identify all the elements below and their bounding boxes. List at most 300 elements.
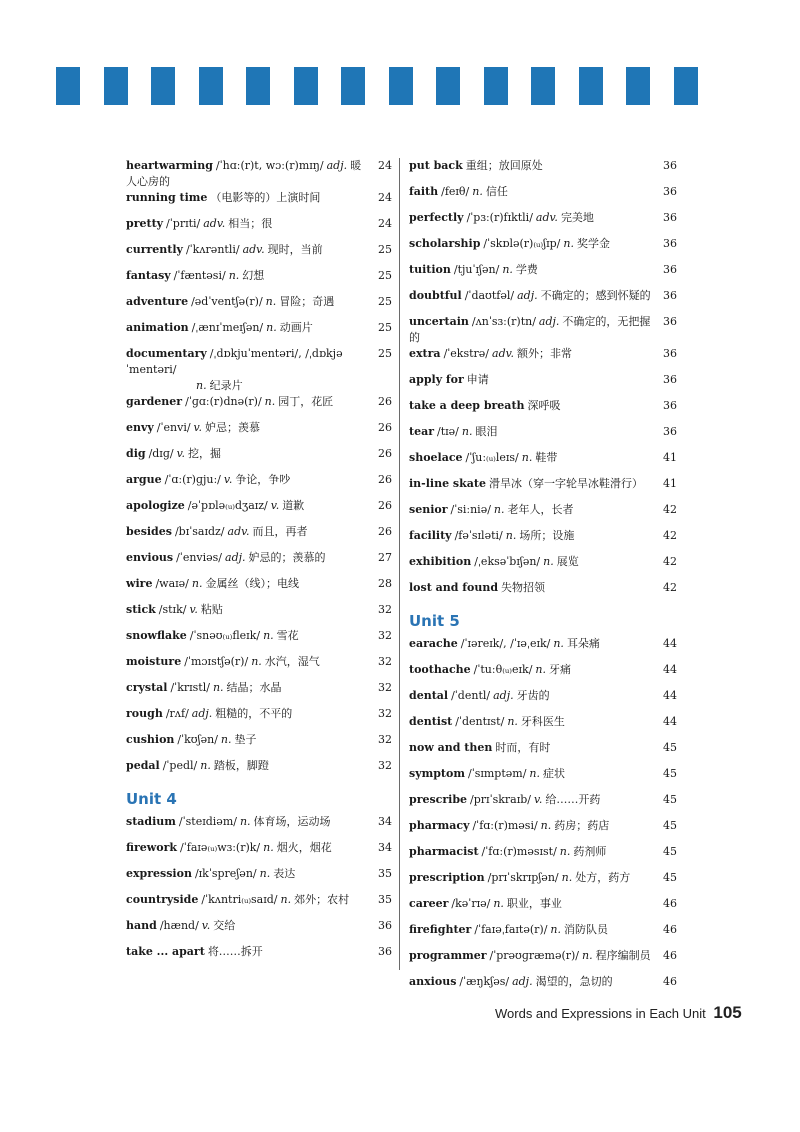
vocab-phonetic: /hænd/: [159, 919, 199, 932]
vocab-definition: 道歉: [282, 499, 305, 512]
vocab-entry: [409, 844, 677, 870]
vocab-word: prescription: [409, 871, 485, 884]
vocab-entry: [409, 288, 677, 314]
vocab-continuation: [126, 378, 366, 394]
vocab-page-number: 44: [663, 715, 677, 728]
vocab-definition: 学费: [515, 263, 538, 276]
vocab-phonetic: /əˈpɒlə₍ᵤ₎dʒaɪz/: [187, 499, 268, 512]
vocab-page-number: 32: [378, 759, 392, 772]
vocab-word: scholarship: [409, 237, 481, 250]
vocab-part-of-speech: n.: [280, 893, 292, 906]
vocab-phonetic: /ˈdentl/: [451, 689, 491, 702]
header-bar: [484, 67, 508, 105]
vocab-phonetic: /ɪkˈspreʃən/: [194, 867, 257, 880]
vocab-word: uncertain: [409, 315, 469, 328]
vocab-entry: [126, 446, 392, 472]
vocab-page-number: 34: [378, 841, 392, 854]
vocab-part-of-speech: adv.: [227, 525, 250, 538]
vocab-word: apply for: [409, 373, 464, 386]
vocab-page-number: 32: [378, 681, 392, 694]
vocab-entry: [409, 476, 677, 502]
vocab-word: firefighter: [409, 923, 472, 936]
left-word-list: [126, 158, 392, 970]
vocab-entry: [126, 320, 392, 346]
vocab-word: facility: [409, 529, 452, 542]
vocab-entry: [409, 236, 677, 262]
vocab-word: besides: [126, 525, 172, 538]
vocab-definition: 牙痛: [549, 663, 572, 676]
vocab-part-of-speech: n.: [212, 681, 224, 694]
vocab-part-of-speech: v.: [201, 919, 211, 932]
vocab-entry: [126, 706, 392, 732]
vocab-definition: 不确定的；感到怀疑的: [540, 289, 651, 302]
vocab-word: cushion: [126, 733, 175, 746]
vocab-entry: [126, 576, 392, 602]
vocab-entry: [409, 554, 677, 580]
vocab-entry: [126, 732, 392, 758]
vocab-word: snowflake: [126, 629, 187, 642]
vocab-phonetic: /ˈprəʊɡræmə(r)/: [489, 949, 580, 962]
vocab-word: stadium: [126, 815, 176, 828]
vocab-definition: 时而，有时: [495, 741, 551, 754]
vocab-page-number: 36: [663, 347, 677, 360]
vocab-page-number: 28: [378, 577, 392, 590]
vocab-part-of-speech: n.: [563, 237, 574, 250]
vocab-definition: 药剂师: [573, 845, 607, 858]
vocab-phonetic: /ˈkʌntri₍ᵤ₎saɪd/: [201, 893, 278, 906]
vocab-entry: [409, 398, 677, 424]
vocab-phonetic: /prɪˈskrɪpʃən/: [487, 871, 559, 884]
vocab-part-of-speech: adj.: [517, 289, 538, 302]
vocab-word: lost and found: [409, 581, 499, 594]
vocab-part-of-speech: v.: [270, 499, 280, 512]
vocab-page-number: 36: [663, 425, 677, 438]
vocab-page-number: 36: [663, 289, 677, 302]
vocab-phonetic: /ˈsiːniə/: [450, 503, 491, 516]
vocab-part-of-speech: adv.: [203, 217, 226, 230]
vocab-phonetic: /ˈfæntəsi/: [173, 269, 226, 282]
vocab-entry: [126, 268, 392, 294]
vocab-word: documentary: [126, 347, 207, 360]
vocab-phonetic: /ədˈventʃə(r)/: [191, 295, 263, 308]
vocab-part-of-speech: adj.: [512, 975, 533, 988]
header-bar: [626, 67, 650, 105]
vocab-entry: [409, 766, 677, 792]
vocab-phonetic: /bɪˈsaɪdz/: [174, 525, 225, 538]
vocab-page-number: 24: [378, 217, 392, 230]
vocab-phonetic: /ˌeksəˈbɪʃən/: [474, 555, 541, 568]
vocab-definition: 相当；很: [228, 217, 273, 230]
vocab-part-of-speech: adj.: [493, 689, 514, 702]
vocab-word: extra: [409, 347, 441, 360]
vocab-part-of-speech: n.: [493, 897, 504, 910]
vocab-definition: 郊外；农村: [294, 893, 350, 906]
vocab-word: pharmacist: [409, 845, 479, 858]
vocab-word: put back: [409, 159, 463, 172]
vocab-entry: [409, 346, 677, 372]
header-bar: [104, 67, 128, 105]
vocab-word: animation: [126, 321, 189, 334]
vocab-entry: [126, 190, 392, 216]
vocab-definition: 场所；设施: [519, 529, 575, 542]
vocab-page-number: 36: [663, 373, 677, 386]
vocab-entry: [126, 628, 392, 654]
vocab-entry: [126, 758, 392, 784]
vocab-part-of-speech: v.: [223, 473, 233, 486]
vocab-word: gardener: [126, 395, 183, 408]
vocab-page-number: 41: [663, 451, 677, 464]
vocab-definition: 渴望的，急切的: [535, 975, 613, 988]
vocab-entry: [126, 524, 392, 550]
vocab-page-number: 42: [663, 555, 677, 568]
vocab-part-of-speech: n.: [265, 295, 277, 308]
vocab-definition: 踏板，脚蹬: [213, 759, 269, 772]
vocab-page-number: 45: [663, 845, 677, 858]
vocab-page-number: 26: [378, 447, 392, 460]
vocab-part-of-speech: n.: [228, 269, 240, 282]
vocab-word: fantasy: [126, 269, 171, 282]
vocab-page-number: 36: [663, 237, 677, 250]
vocab-word: running time: [126, 191, 208, 204]
vocab-page-number: 44: [663, 637, 677, 650]
vocab-page-number: 44: [663, 663, 677, 676]
vocab-entry: [409, 922, 677, 948]
vocab-part-of-speech: n.: [239, 815, 251, 828]
vocab-part-of-speech: n.: [472, 185, 483, 198]
vocab-word: earache: [409, 637, 458, 650]
vocab-definition: 症状: [543, 767, 566, 780]
header-bar: [674, 67, 698, 105]
vocab-phonetic: /ˈɑː(r)ɡjuː/: [164, 473, 221, 486]
vocab-entry: [409, 502, 677, 528]
header-bar: [579, 67, 603, 105]
vocab-phonetic: /ˈʃuː₍ᵤ₎leɪs/: [465, 451, 519, 464]
vocab-word: envious: [126, 551, 174, 564]
vocab-entry: [409, 636, 677, 662]
header-bar: [436, 67, 460, 105]
vocab-definition: 园丁，花匠: [278, 395, 334, 408]
vocab-phonetic: /rʌf/: [165, 707, 189, 720]
vocab-definition: 奖学金: [576, 237, 610, 250]
vocab-part-of-speech: adj.: [225, 551, 246, 564]
vocab-phonetic: /ˈdaʊtfəl/: [464, 289, 515, 302]
page-footer: [495, 1003, 742, 1023]
vocab-definition: 雪花: [276, 629, 299, 642]
vocab-page-number: 25: [378, 321, 392, 334]
vocab-definition: 滑旱冰（穿一字轮旱冰鞋滑行）: [488, 477, 643, 490]
vocab-part-of-speech: adj.: [326, 159, 348, 172]
vocab-definition: 程序编制员: [595, 949, 651, 962]
vocab-phonetic: /ˈhɑː(r)t, wɔː(r)mɪŋ/: [215, 159, 324, 172]
vocab-entry: [126, 654, 392, 680]
vocab-definition: 不确定的，无把握的: [409, 315, 651, 344]
vocab-word: envy: [126, 421, 154, 434]
column-divider: [399, 158, 400, 970]
vocab-word: take ... apart: [126, 945, 205, 958]
vocab-definition: 老年人，长者: [507, 503, 574, 516]
vocab-word: pretty: [126, 217, 164, 230]
vocab-definition: 给……开药: [545, 793, 601, 806]
vocab-phonetic: /ˈenvi/: [156, 421, 191, 434]
unit-heading: Unit 4: [126, 790, 177, 808]
vocab-definition: 而且，再者: [252, 525, 308, 538]
vocab-definition: 妒忌的；羡慕的: [248, 551, 326, 564]
vocab-definition: 烟火，烟花: [276, 841, 332, 854]
vocab-phonetic: /stɪk/: [158, 603, 187, 616]
vocab-phonetic: /ˈsɪmptəm/: [467, 767, 527, 780]
vocab-definition: 结晶；水晶: [226, 681, 282, 694]
vocab-part-of-speech: n.: [507, 715, 518, 728]
vocab-part-of-speech: n.: [553, 637, 564, 650]
vocab-definition: 体育场，运动场: [253, 815, 331, 828]
vocab-phonetic: /ˈɪəreɪk/, /ˈɪəˌeɪk/: [460, 637, 551, 650]
vocab-part-of-speech: n.: [540, 819, 552, 832]
vocab-part-of-speech: adj.: [191, 707, 213, 720]
vocab-page-number: 26: [378, 525, 392, 538]
vocab-word: shoelace: [409, 451, 463, 464]
vocab-part-of-speech: v.: [193, 421, 202, 434]
vocab-page-number: 26: [378, 499, 392, 512]
vocab-definition: 暖人心房的: [126, 159, 362, 188]
vocab-word: currently: [126, 243, 183, 256]
vocab-page-number: 25: [378, 243, 392, 256]
vocab-part-of-speech: n.: [521, 451, 533, 464]
vocab-part-of-speech: n.: [529, 767, 541, 780]
vocab-entry: [126, 216, 392, 242]
vocab-page-number: 36: [663, 399, 677, 412]
vocab-phonetic: /ˌænɪˈmeɪʃən/: [191, 321, 264, 334]
vocab-definition: 粘贴: [200, 603, 223, 616]
vocab-part-of-speech: n.: [550, 923, 561, 936]
vocab-phonetic: /ˈekstrə/: [443, 347, 490, 360]
header-bar: [294, 67, 318, 105]
vocab-definition: 将……拆开: [207, 945, 263, 958]
vocab-phonetic: /dɪɡ/: [148, 447, 174, 460]
vocab-word: symptom: [409, 767, 465, 780]
vocab-phonetic: /ˈskɒlə(r)₍ᵤ₎ʃɪp/: [483, 237, 561, 250]
vocab-entry: [409, 424, 677, 450]
vocab-phonetic: /ˈfaɪəˌfaɪtə(r)/: [474, 923, 548, 936]
header-bar: [389, 67, 413, 105]
vocab-page-number: 36: [378, 919, 392, 932]
vocab-definition: 表达: [273, 867, 296, 880]
vocab-definition: 展览: [556, 555, 579, 568]
vocab-word: faith: [409, 185, 439, 198]
vocab-phonetic: /ˈsteɪdiəm/: [178, 815, 237, 828]
vocab-word: moisture: [126, 655, 182, 668]
vocab-part-of-speech: n.: [200, 759, 211, 772]
vocab-definition: 幻想: [242, 269, 265, 282]
vocab-definition: 挖，掘: [187, 447, 221, 460]
vocab-entry: [409, 740, 677, 766]
vocab-page-number: 45: [663, 767, 677, 780]
vocab-definition: 处方，药方: [575, 871, 631, 884]
vocab-word: in-line skate: [409, 477, 486, 490]
vocab-phonetic: /ˈpedl/: [162, 759, 198, 772]
vocab-word: toothache: [409, 663, 471, 676]
vocab-word: dentist: [409, 715, 453, 728]
vocab-word: prescribe: [409, 793, 468, 806]
vocab-page-number: 27: [378, 551, 392, 564]
vocab-page-number: 45: [663, 819, 677, 832]
vocab-entry: [409, 210, 677, 236]
vocab-entry: [126, 602, 392, 628]
vocab-entry: [409, 528, 677, 554]
vocab-phonetic: /ˈfɑː(r)məsɪst/: [481, 845, 557, 858]
vocab-phonetic: /tɪə/: [437, 425, 459, 438]
vocab-page-number: 41: [663, 477, 677, 490]
vocab-part-of-speech: n.: [502, 263, 513, 276]
vocab-phonetic: /ˈprɪti/: [166, 217, 201, 230]
vocab-entry: [409, 688, 677, 714]
vocab-page-number: 36: [663, 185, 677, 198]
vocab-part-of-speech: n.: [266, 321, 277, 334]
vocab-definition: 金属丝（线）；电线: [205, 577, 299, 590]
vocab-phonetic: /ˈɡɑː(r)dnə(r)/: [185, 395, 262, 408]
vocab-word: exhibition: [409, 555, 472, 568]
vocab-definition: 冒险；奇遇: [279, 295, 335, 308]
vocab-page-number: 26: [378, 395, 392, 408]
vocab-entry: [409, 974, 677, 1000]
header-bar: [151, 67, 175, 105]
vocab-word: dental: [409, 689, 449, 702]
vocab-definition: 申请: [466, 373, 489, 386]
vocab-phonetic: /fəˈsɪləti/: [454, 529, 503, 542]
vocab-definition: 动画片: [279, 321, 313, 334]
vocab-entry: [126, 814, 392, 840]
vocab-phonetic: /ˈæŋkʃəs/: [459, 975, 510, 988]
vocab-definition: 鞋带: [535, 451, 558, 464]
vocab-part-of-speech: n.: [196, 379, 207, 392]
vocab-phonetic: /ˈkʊʃən/: [177, 733, 218, 746]
vocab-definition: 消防队员: [564, 923, 608, 936]
vocab-entry: [409, 714, 677, 740]
vocab-entry: [126, 242, 392, 268]
vocab-phonetic: /ˈtuːθ₍ᵤ₎eɪk/: [473, 663, 533, 676]
vocab-page-number: 36: [663, 159, 677, 172]
vocab-part-of-speech: n.: [264, 395, 276, 408]
vocab-definition: 额外；非常: [517, 347, 573, 360]
vocab-word: expression: [126, 867, 192, 880]
vocab-phonetic: /ˈfɑː(r)məsi/: [472, 819, 538, 832]
vocab-definition: 牙科医生: [520, 715, 565, 728]
vocab-part-of-speech: n.: [535, 663, 547, 676]
vocab-phonetic: /ˈkrɪstl/: [170, 681, 210, 694]
unit-heading: Unit 5: [409, 612, 460, 630]
vocab-part-of-speech: n.: [251, 655, 262, 668]
vocab-page-number: 35: [378, 893, 392, 906]
header-bar: [531, 67, 555, 105]
vocab-part-of-speech: n.: [582, 949, 593, 962]
vocab-part-of-speech: v.: [176, 447, 185, 460]
vocab-definition: （电影等的）上演时间: [210, 191, 321, 204]
vocab-definition: 眼泪: [475, 425, 498, 438]
vocab-phonetic: /waɪə/: [155, 577, 189, 590]
vocab-entry: [409, 662, 677, 688]
vocab-page-number: 32: [378, 655, 392, 668]
vocab-phonetic: /ˈmɔɪstʃə(r)/: [184, 655, 249, 668]
vocab-page-number: 26: [378, 421, 392, 434]
vocab-page-number: 36: [378, 945, 392, 958]
vocab-page-number: 46: [663, 923, 677, 936]
vocab-entry: [409, 184, 677, 210]
vocab-part-of-speech: n.: [561, 871, 573, 884]
vocab-page-number: 36: [663, 263, 677, 276]
vocab-phonetic: /ˈenviəs/: [176, 551, 223, 564]
vocab-phonetic: /feɪθ/: [441, 185, 470, 198]
vocab-word: rough: [126, 707, 163, 720]
vocab-word: stick: [126, 603, 156, 616]
vocab-entry: [126, 840, 392, 866]
vocab-phonetic: /kəˈrɪə/: [451, 897, 491, 910]
vocab-word: anxious: [409, 975, 457, 988]
vocab-page-number: 36: [663, 315, 677, 328]
vocab-entry: [409, 870, 677, 896]
vocab-part-of-speech: adj.: [538, 315, 560, 328]
vocab-word: heartwarming: [126, 159, 213, 172]
vocab-entry: [409, 372, 677, 398]
vocab-entry: [409, 818, 677, 844]
vocab-word: apologize: [126, 499, 185, 512]
vocab-definition: 完美地: [560, 211, 594, 224]
vocab-definition: 纪录片: [209, 379, 243, 392]
vocab-definition: 药房；药店: [554, 819, 610, 832]
vocab-word: now and then: [409, 741, 493, 754]
vocab-part-of-speech: n.: [191, 577, 203, 590]
vocab-phonetic: /ˈpɜː(r)fɪktli/: [466, 211, 533, 224]
vocab-page-number: 25: [378, 269, 392, 282]
vocab-word: argue: [126, 473, 162, 486]
vocab-part-of-speech: n.: [263, 629, 274, 642]
header-decoration-bars: [56, 67, 716, 105]
right-word-list: [409, 158, 677, 1000]
vocab-word: career: [409, 897, 449, 910]
vocab-word: pharmacy: [409, 819, 470, 832]
vocab-word: pedal: [126, 759, 160, 772]
vocab-entry: [409, 948, 677, 974]
vocab-word: tear: [409, 425, 435, 438]
vocab-page-number: 44: [663, 689, 677, 702]
vocab-entry: [126, 294, 392, 320]
vocab-word: programmer: [409, 949, 487, 962]
vocab-phonetic: /ˈfaɪə₍ᵤ₎wɜː(r)k/: [180, 841, 261, 854]
vocab-definition: 职业，事业: [506, 897, 562, 910]
vocab-part-of-speech: n.: [559, 845, 571, 858]
vocab-part-of-speech: v.: [534, 793, 543, 806]
vocab-part-of-speech: v.: [189, 603, 198, 616]
vocab-page-number: 46: [663, 949, 677, 962]
vocab-phonetic: /prɪˈskraɪb/: [470, 793, 531, 806]
vocab-part-of-speech: adv.: [535, 211, 558, 224]
vocab-word: take a deep breath: [409, 399, 525, 412]
vocab-page-number: 32: [378, 629, 392, 642]
vocab-page-number: 46: [663, 897, 677, 910]
vocab-page-number: 42: [663, 529, 677, 542]
header-bar: [199, 67, 223, 105]
vocab-page-number: 26: [378, 473, 392, 486]
header-bar: [341, 67, 365, 105]
vocab-word: doubtful: [409, 289, 462, 302]
vocab-page-number: 25: [378, 347, 392, 360]
vocab-word: adventure: [126, 295, 189, 308]
vocab-word: senior: [409, 503, 448, 516]
footer-title: Words and Expressions in Each Unit: [495, 1006, 706, 1021]
vocab-word: crystal: [126, 681, 168, 694]
vocab-page-number: 45: [663, 793, 677, 806]
vocab-phonetic: /ˈkʌrəntli/: [185, 243, 240, 256]
vocab-definition: 耳朵痛: [566, 637, 600, 650]
vocab-page-number: 32: [378, 733, 392, 746]
